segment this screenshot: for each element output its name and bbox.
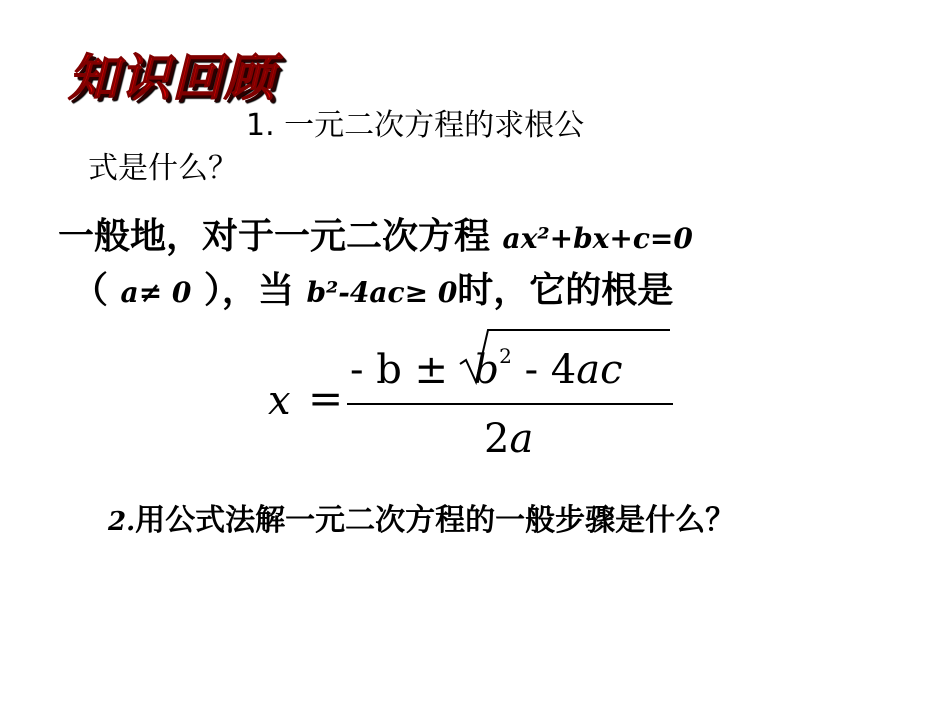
question-2-number: 2.	[108, 507, 136, 537]
formula-equals: =	[308, 374, 344, 423]
numerator-b: b	[473, 347, 500, 393]
question-1-line-b: 式是什么？	[88, 151, 238, 186]
statement-line-1	[58, 208, 693, 259]
section-title: 知识回顾	[68, 48, 276, 107]
numerator-minus-b: - b ±	[350, 347, 449, 393]
question-1-line-a: 1. 一元二次方程的求根公	[246, 108, 585, 143]
condition-a-nonzero: a≠ 0	[120, 276, 192, 309]
statement-line-2	[72, 262, 673, 313]
condition-close: ），当	[191, 270, 307, 311]
question-2	[108, 495, 735, 539]
statement-suffix: 时，它的根是	[457, 270, 674, 311]
condition-open: （	[72, 270, 121, 311]
square-root-sign	[458, 326, 673, 386]
denominator-a: a	[509, 416, 534, 462]
numerator-minus-4: - 4	[511, 347, 577, 393]
numerator-ac: ac	[576, 347, 623, 393]
formula-lhs: x	[268, 378, 291, 424]
fraction-bar	[347, 403, 673, 405]
question-2-text: 用公式法解一元二次方程的一般步骤是什么？	[135, 503, 736, 538]
quadratic-equation: ax²+bx+c=0	[502, 222, 693, 255]
discriminant-condition: b²-4ac≥ 0	[306, 276, 458, 309]
denominator-coefficient: 2	[484, 416, 510, 462]
statement-prefix: 一般地，对于一元二次方程	[58, 216, 503, 257]
formula-denominator	[484, 416, 533, 462]
numerator-exponent: 2	[499, 344, 512, 368]
